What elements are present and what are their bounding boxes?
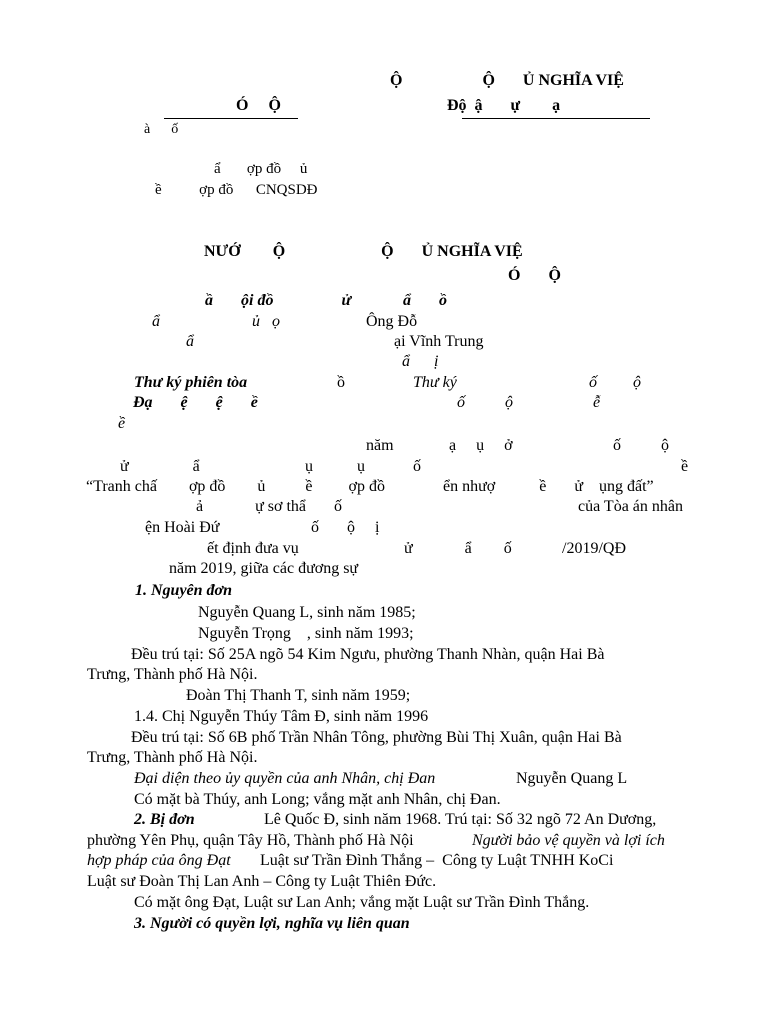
clerk-line-part-4: ố ộ bbox=[589, 374, 641, 391]
body-line-7: năm 2019, giữa các đương sự bbox=[169, 560, 359, 577]
plaintiff-3: Đoàn Thị Thanh T, sinh năm 1959; bbox=[186, 687, 411, 704]
body-line-3-a: “Tranh chấ ợp đồ ủ ề ợp đồ bbox=[86, 478, 385, 495]
body-line-4-a: ả ự sơ thẩ ố bbox=[196, 498, 343, 515]
defendant-line-3-a: hợp pháp của ông Đạt bbox=[87, 852, 231, 869]
plaintiff-address-1-line-1: Đều trú tại: Số 25A ngõ 54 Kim Ngưu, phường Thanh Nhàn, quận Hai Bà bbox=[131, 646, 605, 663]
plaintiff-address-1-line-2: Trưng, Thành phố Hà Nội. bbox=[87, 666, 258, 683]
case-ref-line-2: ề ợp đồ CNQSDĐ bbox=[155, 182, 318, 198]
plaintiff-address-2-line-1: Đều trú tại: Số 6B phố Trần Nhân Tông, phường Bùi Thị Xuân, quận Hai Bà bbox=[131, 729, 622, 746]
plaintiff-presence: Có mặt bà Thúy, anh Long; vắng mặt anh Nhân, chị Đan. bbox=[134, 791, 501, 808]
defendant-line-2-a: phường Yên Phụ, quận Tây Hồ, Thành phố Hà Nội bbox=[87, 832, 414, 849]
defendant-line-3-b: Luật sư Trần Đình Thắng – Công ty Luật TNHH KoCi bbox=[260, 852, 614, 869]
body-line-4-b: của Tòa án nhân bbox=[578, 498, 683, 515]
defendant-line-2-b: Người bảo vệ quyền và lợi ích bbox=[472, 832, 665, 849]
body-line-6-b: ử ẩ ố bbox=[404, 540, 512, 557]
body-line-6-a: ết định đưa vụ bbox=[207, 540, 299, 557]
case-ref-line-1: ẩ ợp đồ ủ bbox=[214, 161, 308, 177]
body-line-6-c: /2019/QĐ bbox=[562, 540, 626, 557]
panel-line-7: ề bbox=[118, 415, 126, 432]
panel-line-3-left: ẩ bbox=[186, 333, 194, 350]
header-underline-left bbox=[164, 118, 298, 119]
plaintiff-address-2-line-2: Trưng, Thành phố Hà Nội. bbox=[87, 749, 258, 766]
plaintiff-heading: 1. Nguyên đơn bbox=[135, 582, 233, 599]
plaintiff-representative-label: Đại diện theo ủy quyền của anh Nhân, chị Đan bbox=[134, 770, 436, 787]
related-parties-heading: 3. Người có quyền lợi, nghĩa vụ liên quan bbox=[134, 915, 410, 932]
defendant-presence: Có mặt ông Đạt, Luật sư Lan Anh; vắng mặt Luật sư Trần Đình Thắng. bbox=[134, 894, 590, 911]
panel-line-4: ẩ ị bbox=[402, 353, 439, 370]
header-line-2-left: Ó Ộ bbox=[236, 97, 281, 114]
body-line-3-b: ển nhượ ề ử ụng đất” bbox=[443, 478, 654, 495]
document-number: à ố bbox=[144, 122, 179, 137]
clerk-label: Thư ký phiên tòa bbox=[134, 374, 248, 391]
defendant-heading: 2. Bị đơn bbox=[134, 811, 195, 828]
body-line-5-a: ện Hoài Đứ bbox=[145, 519, 220, 536]
clerk-line-part-3: Thư ký bbox=[413, 374, 457, 391]
plaintiff-1: Nguyễn Quang L, sinh năm 1985; bbox=[198, 604, 416, 621]
defendant-line-4: Luật sư Đoàn Thị Lan Anh – Công ty Luật Thiên Đức. bbox=[87, 873, 437, 890]
body-line-1-a: năm bbox=[366, 437, 394, 454]
body-line-2-c: ề bbox=[681, 458, 689, 475]
header-line-1: Ộ Ộ Ủ NGHĨA VIỆ bbox=[390, 72, 624, 89]
panel-line-1: ầ ội đồ ử ẩ ồ bbox=[205, 292, 448, 309]
clerk-line-part-2: ồ bbox=[337, 374, 345, 391]
body-line-1-c: ố ộ bbox=[613, 437, 669, 454]
body-line-2-a: ử ẩ bbox=[120, 458, 200, 475]
plaintiff-2: Nguyễn Trọng , sinh năm 1993; bbox=[198, 625, 414, 642]
panel-line-2-left: ẩ ủ ọ bbox=[152, 313, 280, 330]
plaintiff-4: 1.4. Chị Nguyễn Thúy Tâm Đ, sinh năm 1996 bbox=[134, 708, 429, 725]
header-underline-right bbox=[462, 118, 650, 119]
body-line-5-b: ố ộ ị bbox=[311, 519, 380, 536]
plaintiff-representative-name: Nguyễn Quang L bbox=[516, 770, 628, 787]
body-line-2-b: ụ ụ ố bbox=[305, 458, 421, 475]
panel-line-3-right: ại Vĩnh Trung bbox=[394, 333, 484, 350]
title-line-1: NƯỚ Ộ Ộ Ủ NGHĨA VIỆ bbox=[204, 243, 523, 260]
panel-line-2-right: Ông Đỗ bbox=[366, 313, 418, 330]
body-line-1-b: ạ ụ ở bbox=[449, 437, 513, 454]
defendant-line-1: Lê Quốc Đ, sinh năm 1968. Trú tại: Số 32 ngõ 72 An Dương, bbox=[264, 811, 657, 828]
header-line-2-right: Độ ậ ự ạ bbox=[447, 97, 561, 114]
title-line-2: Ó Ộ bbox=[508, 267, 561, 284]
procurator-line-part-2: ố ộ ễ bbox=[457, 394, 601, 411]
procurator-label: Đạ ệ ệ ề bbox=[133, 394, 258, 411]
